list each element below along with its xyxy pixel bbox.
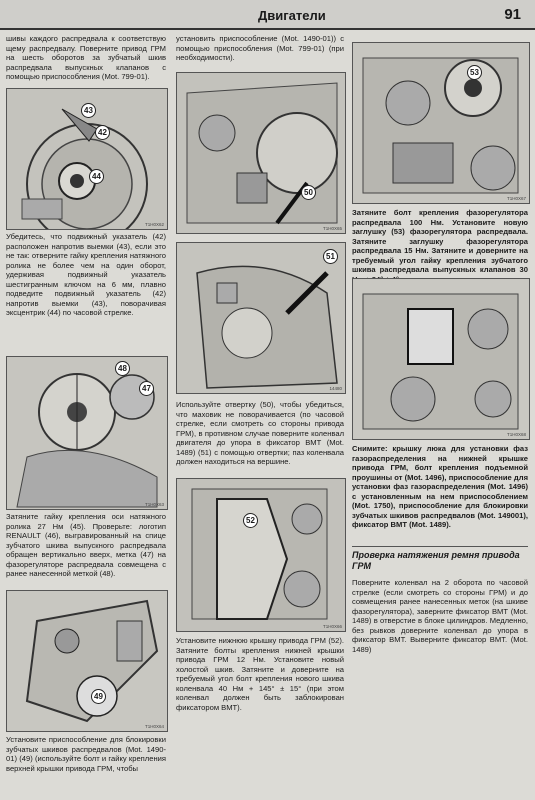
figure-tensioner	[6, 88, 168, 230]
callout-53: 53	[467, 65, 482, 80]
figure-lower-cover-drawing	[177, 479, 345, 631]
figure-code: T1H0X62	[144, 222, 164, 227]
col1-text-bottom: Установите приспособление для блокировки зубчатых шкивов распредвалов (Mot. 1490-01) (49) (используйте болт и гайку крепления верхней крышки привода ГРМ, чтобы	[6, 735, 166, 773]
callout-49: 49	[91, 689, 106, 704]
callout-43: 43	[81, 103, 96, 118]
col2-text-bottom: Установите нижнюю крышку привода ГРМ (52). Затяните болты крепления нижней крышки привода ГРМ 12 Нм. Установите новый холостой шкив. Затяните и доверните на требуемый угол болт крепления нового шкива коленвала 40 Нм + 145° ± 15° (при этом коленвал должен быть заблокирован фиксатором ВМТ).	[176, 636, 344, 712]
figure-camshaft-pulley-drawing	[7, 357, 167, 509]
section-divider	[352, 546, 528, 547]
figure-flywheel-drawing	[177, 73, 345, 233]
figure-locking-tool	[6, 590, 168, 732]
col1-text-lower: Затяните гайку крепления оси натяжного ролика 27 Нм (45). Проверьте: логотип RENAULT (46), выгравированный на спице зубчатого шкива выпускного распредвала обращен вертикально вверх, метка (47) на фазорегуляторе распредвала совмещена с ранее нанесенной меткой (48).	[6, 512, 166, 578]
col3-text-bottom: Поверните коленвал на 2 оборота по часовой стрелке (если смотреть со стороны ГРМ) и до совмещения ранее нанесенных меток (на шкиве фазорегулятора), заверните фиксатор ВМТ (Mot. 1489) в отверстие в блоке цилиндров. Медленно, без рывков доверните коленвал до упора в фиксатор ВМТ. Выверните фиксатор ВМТ. (Mot. 1489)	[352, 578, 528, 654]
col2-text-mid: Используйте отвертку (50), чтобы убедиться, что маховик не поворачивается (по часовой стрелке, если смотреть со стороны привода ГРМ), в противном случае поверните коленвал двигателя до упора в фиксатор ВМТ (Mot. 1489) (51) с помощью отвертки; паз коленвала должен находиться на вершине.	[176, 400, 344, 466]
callout-42: 42	[95, 125, 110, 140]
callout-50: 50	[301, 185, 316, 200]
figure-code: T1H0X65	[322, 226, 342, 231]
figure-code: T1H0X64	[144, 724, 164, 729]
col2-text-top: установить приспособление (Mot. 1490-01)) с помощью приспособления (Mot. 799-01) (при необходимости).	[176, 34, 344, 62]
callout-44: 44	[89, 169, 104, 184]
figure-code: T1H0X68	[506, 432, 526, 437]
page-header	[0, 0, 535, 30]
col1-text-top: шивы каждого распредвала к соответствую щему распредвалу. Поверните привод ГРМ на шесть оборотов за зубчатый шкив распредвала выпускных клапанов с помощью приспособления (Mot. 799-01).	[6, 34, 166, 81]
figure-timing-tool	[352, 278, 530, 440]
figure-tdc-pin	[176, 242, 346, 394]
section-heading: Проверка натяжения ремня привода ГРМ	[352, 550, 520, 571]
callout-52: 52	[243, 513, 258, 528]
figure-locking-tool-drawing	[7, 591, 167, 731]
col3-text-mid: Снимите: крышку люка для установки фаз газораспределения на нижней крышке привода ГРМ, болт крепления подъемной проушины от (Mot. 1496), приспособление для установки фаз газораспределения (Mot. 1496) с установленным на нем приспособлением (Mot. 1750), приспособление для блокировки зубчатых шкивов распредвалов (Mot. 149001), фиксатор ВМТ (Mot. 1489).	[352, 444, 528, 529]
callout-51: 51	[323, 249, 338, 264]
callout-47: 47	[139, 381, 154, 396]
callout-48: 48	[115, 361, 130, 376]
section-title: Двигатели	[258, 8, 326, 23]
col3-text-top: Затяните болт крепления фазорегулятора распредвала 100 Нм. Установите новую заглушку (53) фазорегулятора распредвала. Затяните заглушку фазорегулятора распредвала 15 Нм. Затяните и доверните на требуемый угол гайку крепления зубчатого шкива распредвала выпускных клапанов 30	[352, 208, 528, 274]
figure-camshaft-pulley	[6, 356, 168, 510]
col1-text-mid: Убедитесь, что подвижный указатель (42) расположен напротив выемки (43), если это не так: отверните гайку крепления натяжного ролика не более чем на один оборот, удерживая подвижный указатель шестигранным ключом на 6 мм, плавно подведите подвижный указатель (42) напротив выемки (43), поворачивая эксцентрик (44) по часовой стрелке.	[6, 232, 166, 317]
figure-phaser-plug-drawing	[353, 43, 529, 203]
figure-phaser-plug	[352, 42, 530, 204]
figure-code: T1H0X67	[506, 196, 526, 201]
page-number: 91	[504, 6, 521, 23]
figure-timing-tool-drawing	[353, 279, 529, 439]
figure-code: 14480	[329, 386, 342, 391]
figure-flywheel-screwdriver	[176, 72, 346, 234]
figure-code: T1H0X66	[322, 624, 342, 629]
figure-lower-cover	[176, 478, 346, 632]
figure-tdc-pin-drawing	[177, 243, 345, 393]
figure-code: T1H0X63	[144, 502, 164, 507]
